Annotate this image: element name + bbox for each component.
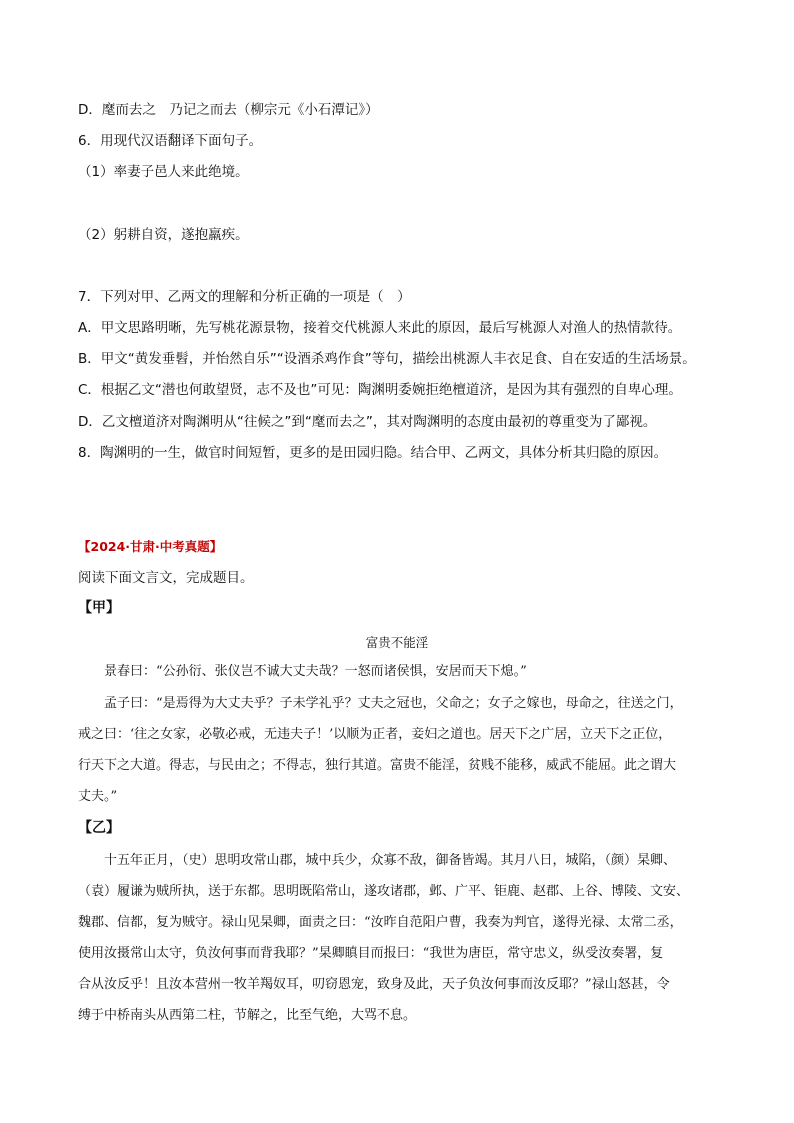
jia-line: 孟子曰：“是焉得为大丈夫乎？子未学礼乎？丈夫之冠也，父命之；女子之嫁也，母命之，往送之门， (78, 696, 683, 711)
option-7b: B．甲文“黄发垂髫，并怡然自乐”“设酒杀鸡作食”等句，描绘出桃源人丰衣足食、自在安适的生活场景。 (78, 351, 696, 367)
yi-line: 合从汝反乎！且汝本营州一牧羊羯奴耳，叨窃恩宠，致身及此，天子负汝何事而汝反耶？”禄山怒甚，令 (78, 977, 670, 992)
essay-title: 富贵不能淫 (365, 635, 429, 650)
question-6-2: （2）躬耕自资，遂抱羸疾。 (78, 227, 249, 243)
yi-line: 使用汝摄常山太守，负汝何事而背我耶？”杲卿瞋目而报曰：“我世为唐臣，常守忠义，纵受汝奏署，复 (78, 946, 664, 961)
line-d4: D．麾而去之 乃记之而去（柳宗元《小石潭记》） (78, 102, 379, 118)
option-7d: D．乙文檀道济对陶渊明从“往候之”到“麾而去之”，其对陶渊明的态度由最初的尊重变为了鄙视。 (78, 414, 657, 430)
yi-line: 十五年正月，（史）思明攻常山郡，城中兵少，众寡不敌，御备皆竭。其月八日，城陷，（颜）杲卿、 (78, 853, 677, 868)
question-8: 8．陶渊明的一生，做官时间短暂，更多的是田园归隐。结合甲、乙两文，具体分析其归隐的原因。 (78, 445, 668, 461)
option-7a: A．甲文思路明晰，先写桃花源景物，接着交代桃源人来此的原因，最后写桃源人对渔人的热情款待。 (78, 320, 682, 336)
question-6: 6．用现代汉语翻译下面句子。 (78, 133, 263, 149)
option-7c: C．根据乙文“潜也何敢望贤，志不及也”可见：陶渊明委婉拒绝檀道济，是因为其有强烈的自卑心理。 (78, 382, 682, 398)
jia-line: 丈夫。” (78, 789, 118, 804)
label-jia: 【甲】 (78, 600, 120, 616)
question-6-1: （1）率妻子邑人来此绝境。 (78, 164, 249, 180)
jia-line: 景春曰：“公孙衍、张仪岂不诚大丈夫哉？一怒而诸侯惧，安居而天下熄。” (78, 664, 527, 679)
yi-line: 缚于中桥南头从西第二柱，节解之，比至气绝，大骂不息。 (78, 1008, 417, 1023)
yi-line: （袁）履谦为贼所执，送于东都。思明既陷常山，遂攻诸郡，邺、广平、钜鹿、赵郡、上谷、博陵、文安、 (78, 884, 690, 899)
yi-line: 魏郡、信都，复为贼守。禄山见杲卿，面责之曰：“汝昨自范阳户曹，我奏为判官，遂得光禄、太常二丞， (78, 915, 683, 930)
instruction: 阅读下面文言文，完成题目。 (78, 570, 254, 586)
label-yi: 【乙】 (78, 820, 120, 836)
question-7: 7．下列对甲、乙两文的理解和分析正确的一项是（ ） (78, 289, 411, 305)
jia-line: 戒之曰：‘往之女家，必敬必戒，无违夫子！’以顺为正者，妾妇之道也。居天下之广居，立天下之正位， (78, 727, 672, 742)
jia-line: 行天下之大道。得志，与民由之；不得志，独行其道。富贵不能淫，贫贱不能移，威武不能屈。此之谓大 (78, 758, 677, 773)
source-tag: 【2024·甘肃·中考真题】 (78, 539, 223, 554)
